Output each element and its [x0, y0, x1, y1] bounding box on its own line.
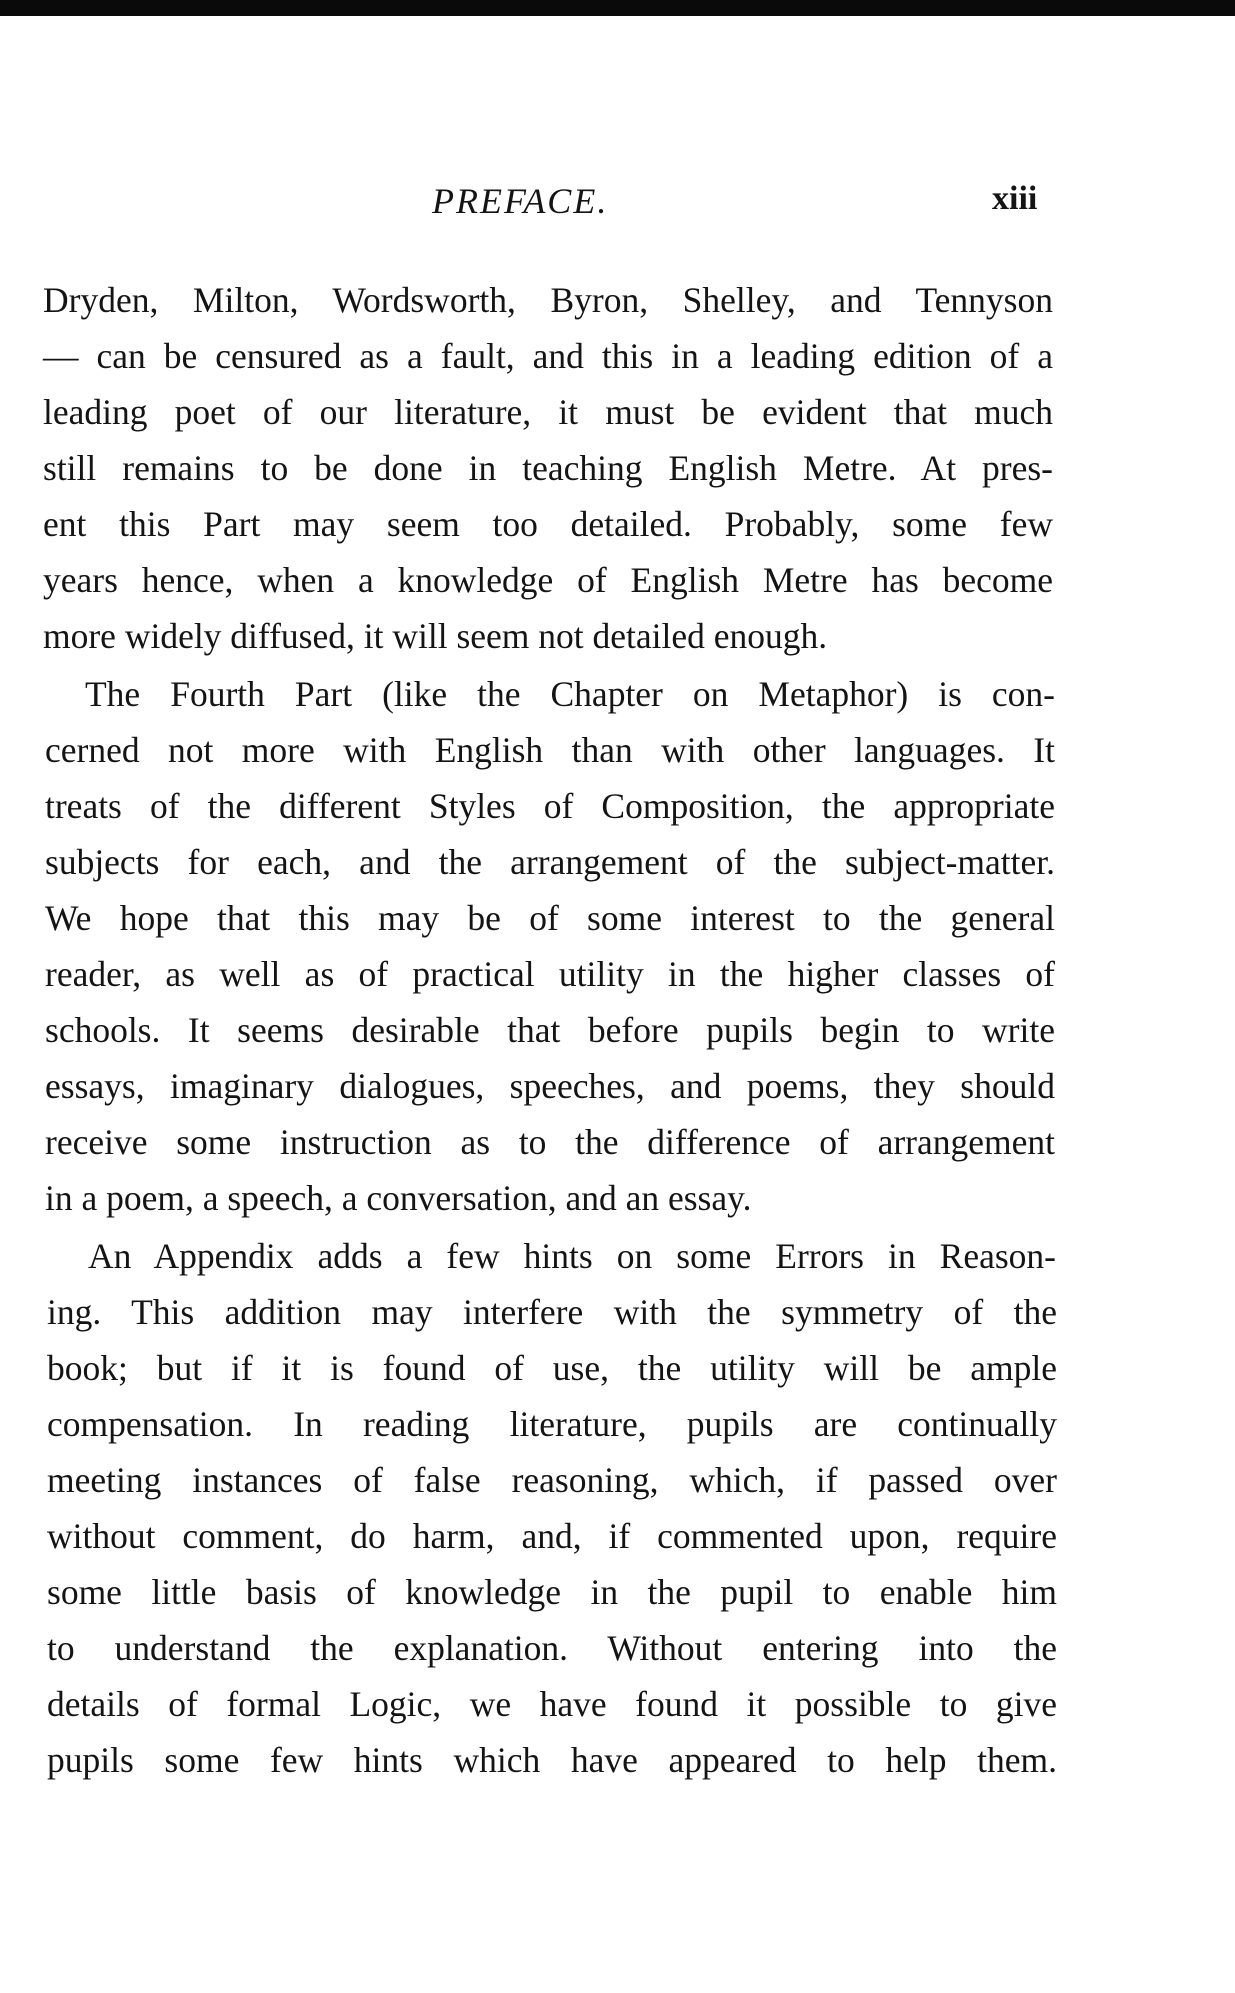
text-line: in a poem, a speech, a conversation, and an essay. — [45, 1178, 752, 1218]
body-text — [0, 272, 1235, 1788]
text-line: cerned not more with English than with other languages. It — [45, 730, 1055, 770]
text-line: more widely diffused, it will seem not detailed enough. — [43, 616, 828, 656]
text-line: An Appendix adds a few hints on some Errors in Reason- — [88, 1236, 1056, 1276]
text-line: subjects for each, and the arrangement of the subject-matter. — [45, 842, 1055, 882]
running-head: PREFACE. — [432, 181, 609, 221]
text-line: meeting instances of false reasoning, which, if passed over — [47, 1460, 1057, 1500]
text-line: reader, as well as of practical utility in the higher classes of — [45, 954, 1055, 994]
text-line: Dryden, Milton, Wordsworth, Byron, Shelley, and Tennyson — [43, 280, 1053, 320]
text-line: still remains to be done in teaching English Metre. At pres- — [43, 448, 1053, 488]
text-line: without comment, do harm, and, if commented upon, require — [47, 1516, 1057, 1556]
text-line: ent this Part may seem too detailed. Probably, some few — [43, 504, 1053, 544]
page-number: xiii — [992, 180, 1038, 217]
paragraph-fourth-part — [0, 666, 1235, 1226]
text-line: schools. It seems desirable that before pupils begin to write — [45, 1010, 1055, 1050]
text-line: ing. This addition may interfere with the symmetry of the — [47, 1292, 1057, 1332]
text-line: The Fourth Part (like the Chapter on Metaphor) is con- — [85, 674, 1055, 714]
text-line: — can be censured as a fault, and this in a leading edition of a — [43, 336, 1053, 376]
text-line: treats of the different Styles of Composition, the appropriate — [45, 786, 1055, 826]
page-header — [0, 180, 1235, 230]
text-line: receive some instruction as to the difference of arrangement — [45, 1122, 1055, 1162]
text-line: book; but if it is found of use, the utility will be ample — [47, 1348, 1057, 1388]
paragraph-appendix — [0, 1228, 1235, 1788]
text-line: leading poet of our literature, it must be evident that much — [43, 392, 1053, 432]
text-line: We hope that this may be of some interest to the general — [45, 898, 1055, 938]
text-line: some little basis of knowledge in the pupil to enable him — [47, 1572, 1057, 1612]
text-line: years hence, when a knowledge of English Metre has become — [43, 560, 1053, 600]
text-line: pupils some few hints which have appeared to help them. — [47, 1740, 1057, 1780]
text-line: details of formal Logic, we have found it possible to give — [47, 1684, 1057, 1724]
text-line: compensation. In reading literature, pupils are continually — [47, 1404, 1057, 1444]
scan-border — [0, 0, 1235, 16]
paragraph-metre — [0, 272, 1235, 664]
text-line: to understand the explanation. Without entering into the — [47, 1628, 1057, 1668]
text-line: essays, imaginary dialogues, speeches, and poems, they should — [45, 1066, 1055, 1106]
